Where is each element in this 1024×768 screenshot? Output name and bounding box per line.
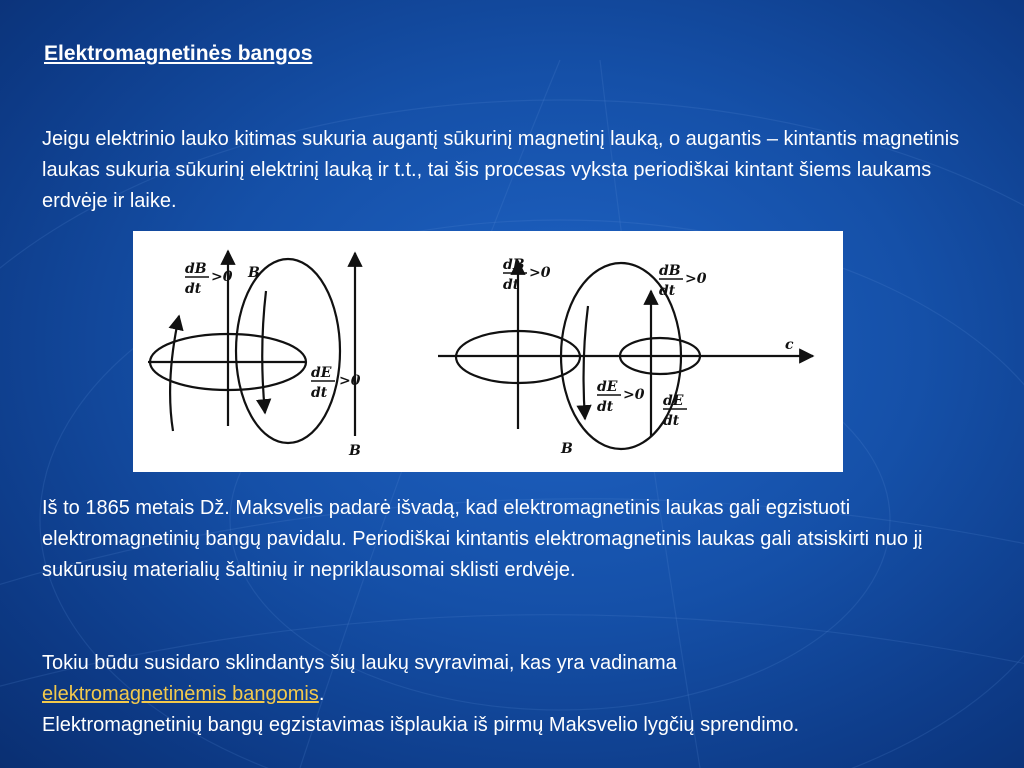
label-gt-zero: >0 — [211, 269, 233, 285]
label-dB-right-2: dB — [659, 263, 681, 279]
label-gt-zero-2: >0 — [339, 373, 361, 389]
label-dB-right: dB — [503, 257, 525, 273]
label-B-bottom: B — [349, 443, 361, 459]
label-dt-right-2: dt — [659, 283, 676, 299]
label-gt-zero-right-2: >0 — [685, 271, 707, 287]
label-c: c — [785, 337, 794, 353]
label-dt-right-3: dt — [597, 399, 614, 415]
em-field-diagram — [133, 231, 843, 472]
label-dE: dE — [311, 365, 332, 381]
field-loops-illustration — [133, 231, 843, 472]
label-dB: dB — [185, 261, 207, 277]
label-dt: dt — [185, 281, 202, 297]
intro-paragraph: Jeigu elektrinio lauko kitimas sukuria augantį sūkurinį magnetinį lauką, o augantis – kintantis magnetinis laukas sukuria sūkurinį elektrinį lauką ir t.t., tai šis procesas vyksta periodiškai kintant šiems laukams erdvėje ir laike. — [42, 128, 960, 212]
label-dE-right: dE — [597, 379, 618, 395]
label-gt-zero-right: >0 — [529, 265, 551, 281]
label-gt-zero-right-3: >0 — [623, 387, 645, 403]
maxwell-equations-text: Elektromagnetinių bangų egzistavimas išplaukia iš pirmų Maksvelio lygčių sprendimo. — [42, 714, 800, 736]
conclusion-period: . — [318, 683, 325, 705]
label-dt-right: dt — [503, 277, 520, 293]
slide-title: Elektromagnetinės bangos — [44, 42, 313, 65]
conclusion-text: Tokiu būdu susidaro sklindantys šių laukų svyravimai, kas yra vadinama — [42, 652, 677, 674]
maxwell-paragraph: Iš to 1865 metais Dž. Maksvelis padarė išvadą, kad elektromagnetinis laukas gali egzistuoti elektromagnetinių bangų pavidalu. Periodiškai kintantis elektromagnetinis laukas gali atsiskirti nuo jį sukūrusių materialių šaltinių ir nepriklausomai sklisti erdvėje. — [42, 497, 923, 581]
label-B-right-bottom: B — [561, 441, 573, 457]
conclusion-paragraph — [42, 648, 1017, 741]
label-dE-right-2: dE — [663, 393, 684, 409]
label-dt-2: dt — [311, 385, 328, 401]
label-dt-right-4: dt — [663, 413, 680, 429]
label-B-top: B — [248, 265, 260, 281]
em-waves-link[interactable]: elektromagnetinėmis bangomis — [42, 683, 319, 705]
